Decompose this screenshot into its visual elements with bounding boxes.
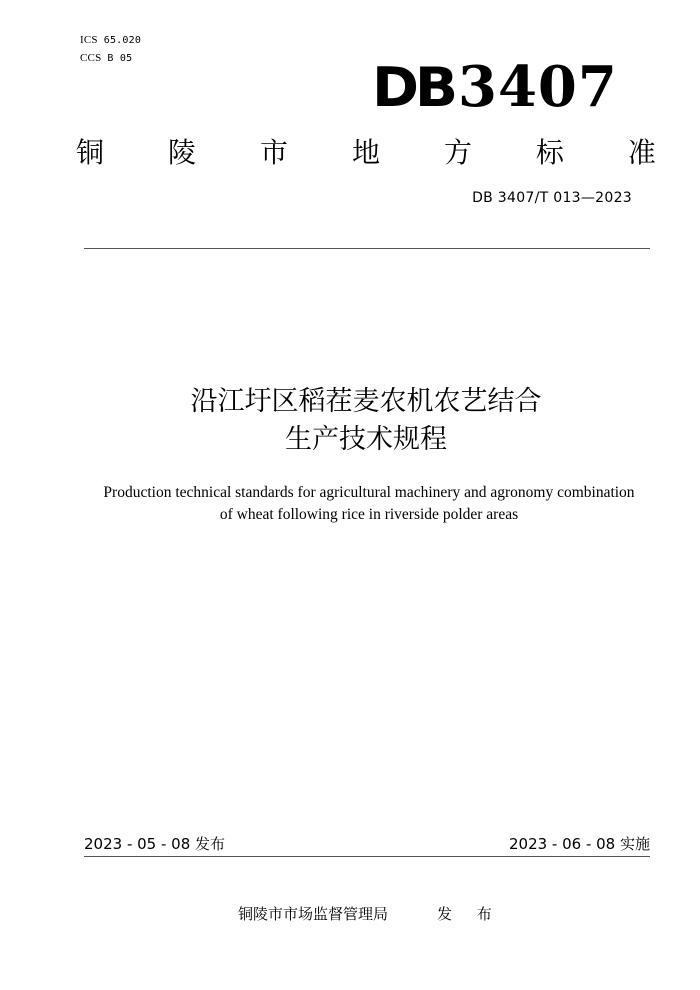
issuer-char: 方 — [443, 136, 472, 169]
top-divider — [84, 248, 650, 249]
issuer-char: 市 — [259, 136, 288, 169]
publish-date: 2023 - 05 - 08 发布 — [84, 835, 226, 853]
ics-line — [80, 34, 141, 46]
publisher-name: 铜陵市市场监督管理局 — [238, 905, 389, 923]
ics-value: 65.020 — [103, 35, 142, 46]
title-english-line-1: Production technical standards for agricultural machinery and agronomy combination — [103, 484, 635, 501]
ccs-label: CCS — [80, 52, 102, 64]
title-chinese-line-1: 沿江圩区稻茬麦农机农艺结合 — [190, 386, 542, 417]
ccs-value: B 05 — [107, 53, 133, 64]
issuer-char: 地 — [351, 136, 380, 169]
db-region-number: 3407 — [458, 54, 618, 120]
ccs-line — [80, 52, 132, 64]
issuer-char: 铜 — [76, 136, 105, 169]
issuer-char: 标 — [535, 136, 564, 169]
title-chinese-line-2: 生产技术规程 — [285, 424, 447, 455]
title-english-line-2: of wheat following rice in riverside polder areas — [219, 506, 519, 523]
ics-label: ICS — [80, 34, 98, 46]
issuer-char: 陵 — [167, 136, 196, 169]
implement-date: 2023 - 06 - 08 实施 — [508, 835, 650, 853]
issuer-title — [76, 132, 656, 174]
db-prefix-mark: DB — [372, 56, 454, 119]
issuer-char: 准 — [627, 136, 656, 169]
bottom-divider — [84, 856, 650, 857]
standard-code: DB 3407/T 013—2023 — [472, 190, 632, 206]
publish-label: 发 布 — [437, 905, 502, 923]
